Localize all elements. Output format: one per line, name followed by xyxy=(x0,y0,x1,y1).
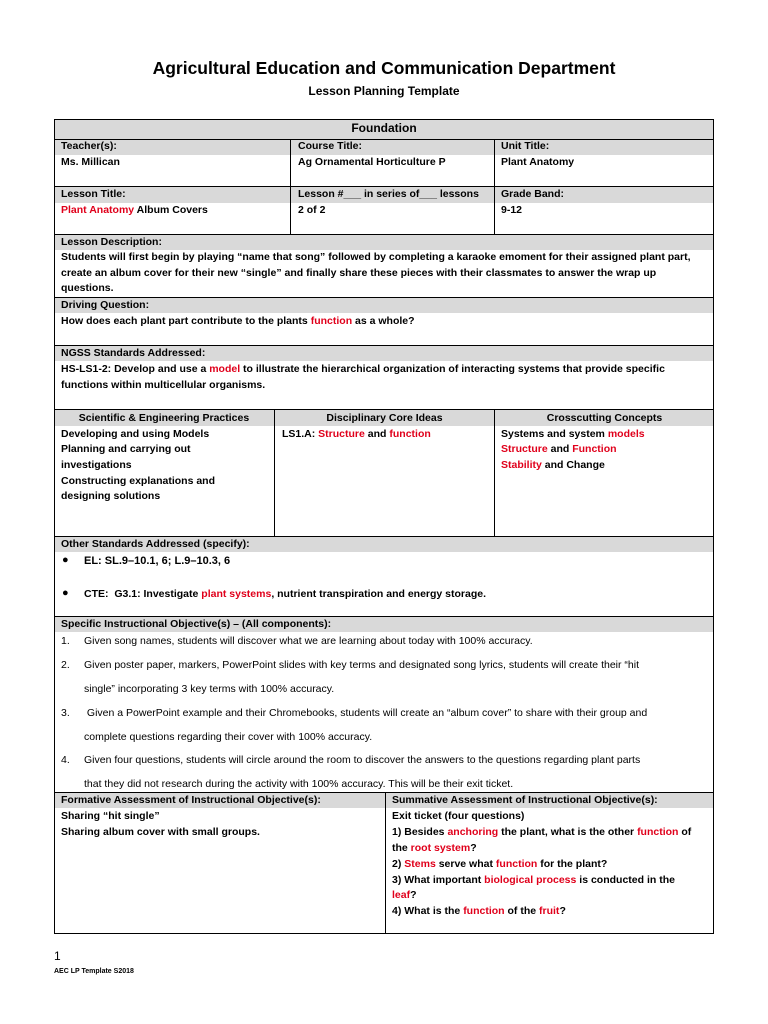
q3-highlight-leaf: leaf xyxy=(392,889,411,901)
cc2-mid: and xyxy=(547,443,573,455)
objective-line: complete questions regarding their cover with 100% accuracy. xyxy=(84,731,373,743)
grade-label: Grade Band: xyxy=(501,188,565,200)
cc-item xyxy=(501,442,617,458)
question-1-cont xyxy=(392,841,477,857)
cc2-highlight-structure: Structure xyxy=(501,443,548,455)
dci-highlight-function: function xyxy=(389,428,431,440)
q1-text: the plant, what is the other xyxy=(498,826,638,838)
col-rule xyxy=(385,792,386,934)
cc-item xyxy=(501,458,605,474)
rule xyxy=(54,139,714,140)
cte-highlight: plant systems xyxy=(201,588,272,600)
objective-line: single” incorporating 3 key terms with 100% accuracy. xyxy=(84,683,335,695)
driving-label: Driving Question: xyxy=(61,299,150,311)
cc-item xyxy=(501,427,645,443)
q1-text: the xyxy=(392,842,411,854)
q3-text: ? xyxy=(410,889,417,901)
q2-text: 2) xyxy=(392,858,405,870)
grade-value: 9-12 xyxy=(501,204,523,216)
course-label: Course Title: xyxy=(298,140,362,152)
q4-text: ? xyxy=(559,905,566,917)
rule xyxy=(54,297,714,298)
foundation-heading: Foundation xyxy=(351,121,417,135)
q1-text: 1) Besides xyxy=(392,826,448,838)
question-3 xyxy=(392,873,675,889)
q2-highlight-function: function xyxy=(495,858,538,870)
q3-text: is conducted in the xyxy=(576,874,675,886)
question-1 xyxy=(392,825,691,841)
driving-pre: How does each plant part contribute to the plants xyxy=(61,315,311,327)
cc1-highlight: models xyxy=(607,428,645,440)
objective-number: 2. xyxy=(61,659,70,671)
formative-item: Sharing album cover with small groups. xyxy=(61,826,260,838)
sep-item: Planning and carrying out xyxy=(61,443,191,455)
rule xyxy=(54,409,714,410)
course-value: Ag Ornamental Horticulture P xyxy=(298,156,446,168)
driving-post: as a whole? xyxy=(352,315,415,327)
formative-item: Sharing “hit single” xyxy=(61,810,160,822)
objective-line: Given song names, students will discover what we are learning about today with 100% accuracy. xyxy=(84,635,533,647)
formative-label: Formative Assessment of Instructional Objective(s): xyxy=(61,794,321,806)
objective-line: that they did not research during the activity with 100% accuracy. This will be their exit ticket. xyxy=(84,778,514,790)
sep-heading: Scientific & Engineering Practices xyxy=(78,412,250,424)
sep-item: Developing and using Models xyxy=(61,428,210,440)
ngss-standard xyxy=(61,362,701,393)
col-rule xyxy=(494,409,495,537)
bullet-icon: ● xyxy=(62,587,69,599)
objective-line: Given four questions, students will circle around the room to discover the answers to the questions regarding plant parts xyxy=(84,754,641,766)
col-rule xyxy=(274,409,275,537)
teacher-label: Teacher(s): xyxy=(61,140,117,152)
dci-mid: and xyxy=(364,428,390,440)
summative-label: Summative Assessment of Instructional Objective(s): xyxy=(392,794,658,806)
q1-highlight-function: function xyxy=(637,826,679,838)
bullet-icon: ● xyxy=(62,554,69,566)
ngss-label: NGSS Standards Addressed: xyxy=(61,347,206,359)
cte-post: , nutrient transpiration and energy storage. xyxy=(271,588,487,600)
objective-number: 1. xyxy=(61,635,70,647)
cc3-highlight: Stability xyxy=(501,459,542,471)
unit-value: Plant Anatomy xyxy=(501,156,575,168)
document-title: Agricultural Education and Communication Department xyxy=(152,58,616,78)
sep-item: investigations xyxy=(61,459,132,471)
q4-text: 4) What is the xyxy=(392,905,464,917)
q2-highlight-stems: Stems xyxy=(404,858,436,870)
q4-highlight-fruit: fruit xyxy=(539,905,560,917)
el-standard: EL: SL.9–10.1, 6; L.9–10.3, 6 xyxy=(84,555,231,567)
lesson-title-rest: Album Covers xyxy=(134,204,208,216)
q4-text: of the xyxy=(504,905,540,917)
col-rule xyxy=(494,139,495,235)
q3-highlight-process: biological process xyxy=(484,874,577,886)
cc-heading: Crosscutting Concepts xyxy=(546,412,663,424)
cte-pre: CTE: G3.1: Investigate xyxy=(84,588,202,600)
unit-label: Unit Title: xyxy=(501,140,550,152)
cte-standard xyxy=(84,587,486,603)
document-subtitle: Lesson Planning Template xyxy=(308,84,460,98)
objective-number: 3. xyxy=(61,707,70,719)
cc3-post: and Change xyxy=(541,459,605,471)
question-3-cont xyxy=(392,888,417,904)
sep-item: designing solutions xyxy=(61,490,161,502)
lesson-number-value: 2 of 2 xyxy=(298,204,326,216)
q3-text: 3) What important xyxy=(392,874,485,886)
objectives-label: Specific Instructional Objective(s) – (All components): xyxy=(61,618,332,630)
question-2 xyxy=(392,857,607,873)
dci-pre: LS1.A: xyxy=(282,428,319,440)
template-footer: AEC LP Template S2018 xyxy=(54,968,134,975)
q2-text: serve what xyxy=(435,858,496,870)
q1-highlight-root: root system xyxy=(410,842,471,854)
driving-highlight: function xyxy=(310,315,353,327)
exit-ticket: Exit ticket (four questions) xyxy=(392,810,525,822)
teacher-value: Ms. Millican xyxy=(61,156,120,168)
lesson-title-label: Lesson Title: xyxy=(61,188,126,200)
q2-text: for the plant? xyxy=(537,858,608,870)
page-number: 1 xyxy=(54,949,61,963)
objective-line: Given a PowerPoint example and their Chromebooks, students will create an “album cover” to share with their group and xyxy=(84,707,648,719)
lesson-title-value xyxy=(61,203,208,219)
dci-item xyxy=(282,427,431,443)
q1-text: of xyxy=(678,826,692,838)
cc2-highlight-function: Function xyxy=(572,443,617,455)
ngss-pre: HS-LS1-2: Develop and use a xyxy=(61,363,210,375)
lesson-number-label: Lesson #___ in series of___ lessons xyxy=(298,188,479,200)
col-rule xyxy=(290,139,291,235)
description-label: Lesson Description: xyxy=(61,236,162,248)
objective-number: 4. xyxy=(61,754,70,766)
q4-highlight-function: function xyxy=(463,905,505,917)
other-label: Other Standards Addressed (specify): xyxy=(61,538,250,550)
objective-line: Given poster paper, markers, PowerPoint slides with key terms and designated song lyrics, students will create their “hit xyxy=(84,659,639,671)
cc1-pre: Systems and system xyxy=(501,428,608,440)
driving-question xyxy=(61,314,415,330)
ngss-post: to illustrate the hierarchical organization of interacting systems that provide specific functions within multicellular organisms. xyxy=(61,363,665,391)
ngss-highlight: model xyxy=(209,363,241,375)
description-text: Students will first begin by playing “name that song” followed by completing a karaoke emoment for their assigned plant part, create an album cover for their new “single” and finally share these pieces with their classmates to answer the wrap up questions. xyxy=(61,251,691,294)
q1-highlight-anchoring: anchoring xyxy=(447,826,499,838)
dci-highlight-structure: Structure xyxy=(318,428,365,440)
q1-text: ? xyxy=(470,842,477,854)
sep-item: Constructing explanations and xyxy=(61,475,216,487)
question-4 xyxy=(392,904,566,920)
lesson-title-highlight: Plant Anatomy xyxy=(61,204,135,216)
dci-heading: Disciplinary Core Ideas xyxy=(326,412,443,424)
